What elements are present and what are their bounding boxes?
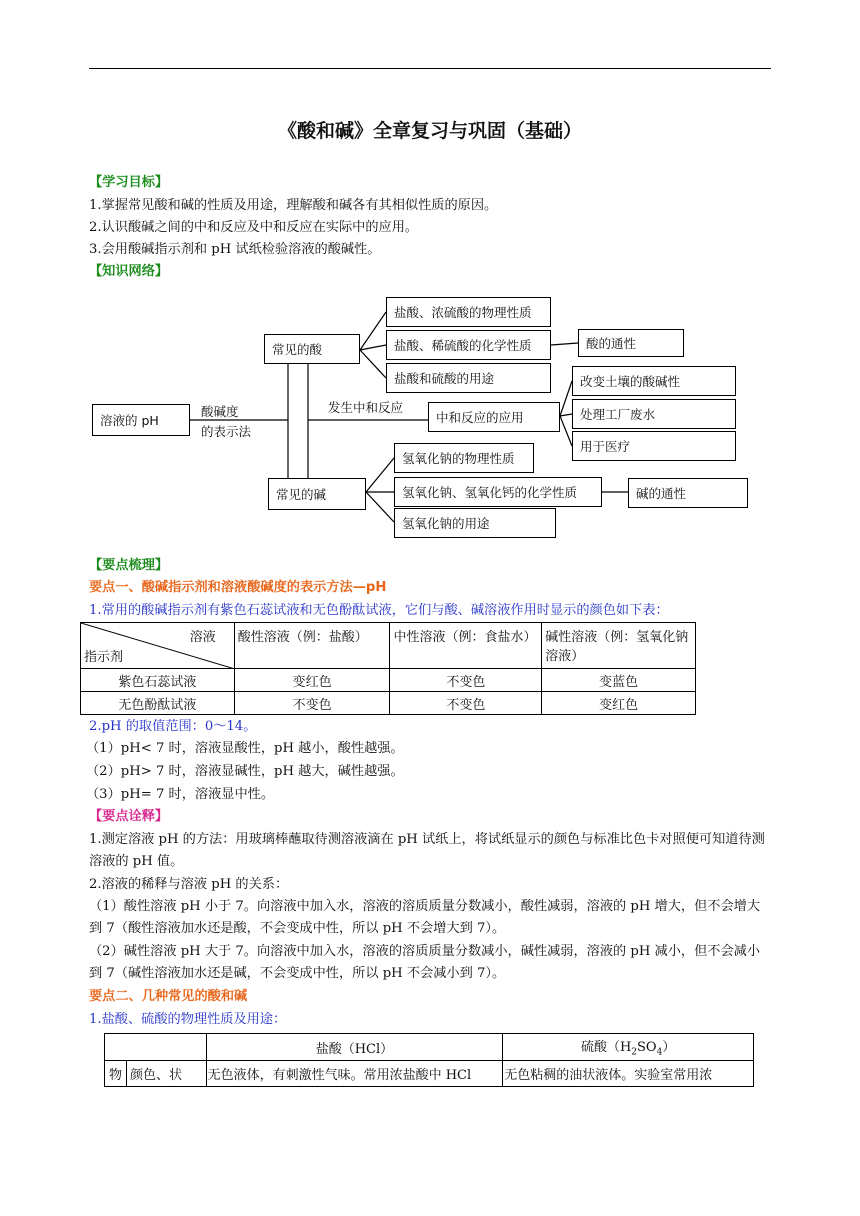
explanation-1: 1.测定溶液 pH 的方法：用玻璃棒蘸取待测溶液滴在 pH 试纸上，将试纸显示的颜色与标准比色卡对照便可知道待测溶液的 pH 值。 — [89, 832, 765, 869]
point2-sub1: 1.盐酸、硫酸的物理性质及用途： — [89, 1012, 287, 1027]
ph-item: （3）pH= 7 时，溶液显中性。 — [86, 787, 275, 802]
table-header: 酸性溶液（例：盐酸） — [234, 623, 390, 669]
table-cell: 颜色、状 — [126, 1061, 206, 1087]
h2so4-header: 硫酸$(H_2SO_4)$ — [503, 1034, 754, 1061]
neutral-item-box: 改变土壤的酸碱性 — [572, 366, 736, 396]
ph-range: 2.pH 的取值范围：0～14。 — [89, 719, 257, 734]
table-cell: 紫色石蕊试液 — [81, 669, 235, 692]
neutralization-label: 发生中和反应 — [328, 400, 404, 415]
table-cell: 变红色 — [234, 669, 390, 692]
explanation-2-1: （1）酸性溶液 pH 小于 7。向溶液中加入水，溶液的溶质质量分数减小，酸性减弱，溶液的 pH 增大，但不会增大到 7（酸性溶液加水还是酸，不会变成中性，所以 pH 不会增大到 7）。 — [89, 899, 761, 936]
table-corner-cell — [81, 623, 235, 669]
explanation-heading: 【要点诠释】 — [89, 809, 169, 824]
table-header: 中性溶液（例：食盐水） — [390, 623, 542, 669]
point1-heading: 要点一、酸碱指示剂和溶液酸碱度的表示方法—pH — [89, 580, 387, 595]
corner-bottom-label: 指示剂 — [84, 650, 124, 665]
table-cell: 无色液体，有刺激性气味。常用浓盐酸中 HCl — [206, 1061, 503, 1087]
acid-properties-table — [104, 1033, 754, 1087]
acidity-label-2: 的表示法 — [201, 424, 252, 439]
network-heading: 【知识网络】 — [89, 264, 169, 279]
point1-intro: 1.常用的酸碱指示剂有紫色石蕊试液和无色酚酞试液，它们与酸、碱溶液作用时显示的颜色如下表： — [89, 603, 669, 618]
acid-general-box: 酸的通性 — [578, 329, 684, 357]
table-header: 碱性溶液（例：氢氧化钠溶液） — [542, 623, 696, 669]
table-cell: 无色酚酞试液 — [81, 692, 235, 715]
base-item-box: 氢氧化钠的用途 — [394, 508, 556, 538]
acid-item-box: 盐酸和硫酸的用途 — [386, 363, 551, 393]
table-cell: 不变色 — [390, 692, 542, 715]
neutral-item-box: 处理工厂废水 — [572, 399, 736, 429]
table-empty-cell — [105, 1034, 207, 1061]
table-cell: 不变色 — [234, 692, 390, 715]
page-title: 《酸和碱》全章复习与巩固（基础） — [277, 120, 582, 142]
objective-item: 2.认识酸碱之间的中和反应及中和反应在实际中的应用。 — [89, 220, 419, 235]
hcl-header: 盐酸（HCl） — [206, 1034, 503, 1061]
table-cell: 不变色 — [390, 669, 542, 692]
neutralization-app-box: 中和反应的应用 — [428, 402, 560, 432]
common-base-box: 常见的碱 — [268, 478, 366, 510]
diagram-connectors — [0, 0, 860, 560]
table-cell: 物 — [105, 1061, 127, 1087]
solution-ph-box: 溶液的 pH — [92, 404, 190, 436]
table-cell: 无色粘稠的油状液体。实验室常用浓 — [503, 1061, 754, 1087]
explanation-2-2: （2）碱性溶液 pH 大于 7。向溶液中加入水，溶液的溶质质量分数减小，碱性减弱，溶液的 pH 减小，但不会减小到 7（碱性溶液加水还是碱，不会变成中性，所以 pH 不会减小到 7）。 — [89, 944, 761, 981]
ph-item: （1）pH< 7 时，溶液显酸性，pH 越小，酸性越强。 — [86, 741, 404, 756]
ph-item: （2）pH> 7 时，溶液显碱性，pH 越大，碱性越强。 — [86, 764, 404, 779]
objective-item: 1.掌握常见酸和碱的性质及用途，理解酸和碱各有其相似性质的原因。 — [89, 198, 498, 213]
neutral-item-box: 用于医疗 — [572, 431, 736, 461]
point2-heading: 要点二、几种常见的酸和碱 — [89, 989, 248, 1004]
key-points-heading: 【要点梳理】 — [89, 558, 169, 573]
common-acid-box: 常见的酸 — [264, 334, 360, 364]
objectives-heading: 【学习目标】 — [89, 175, 169, 190]
acid-item-box: 盐酸、稀硫酸的化学性质 — [386, 330, 551, 360]
corner-top-label: 溶液 — [189, 630, 216, 645]
table-row — [105, 1061, 754, 1087]
indicator-table — [80, 622, 696, 715]
table-row — [81, 692, 696, 715]
table-cell: 变蓝色 — [542, 669, 696, 692]
base-item-box: 氢氧化钠的物理性质 — [394, 443, 534, 473]
table-cell: 变红色 — [542, 692, 696, 715]
base-general-box: 碱的通性 — [628, 478, 748, 508]
acidity-label: 酸碱度 — [201, 404, 239, 419]
explanation-2: 2.溶液的稀释与溶液 pH 的关系： — [89, 877, 289, 892]
objective-item: 3.会用酸碱指示剂和 pH 试纸检验溶液的酸碱性。 — [89, 242, 381, 257]
base-item-box: 氢氧化钠、氢氧化钙的化学性质 — [394, 477, 602, 507]
acid-item-box: 盐酸、浓硫酸的物理性质 — [386, 297, 551, 327]
table-row — [81, 669, 696, 692]
